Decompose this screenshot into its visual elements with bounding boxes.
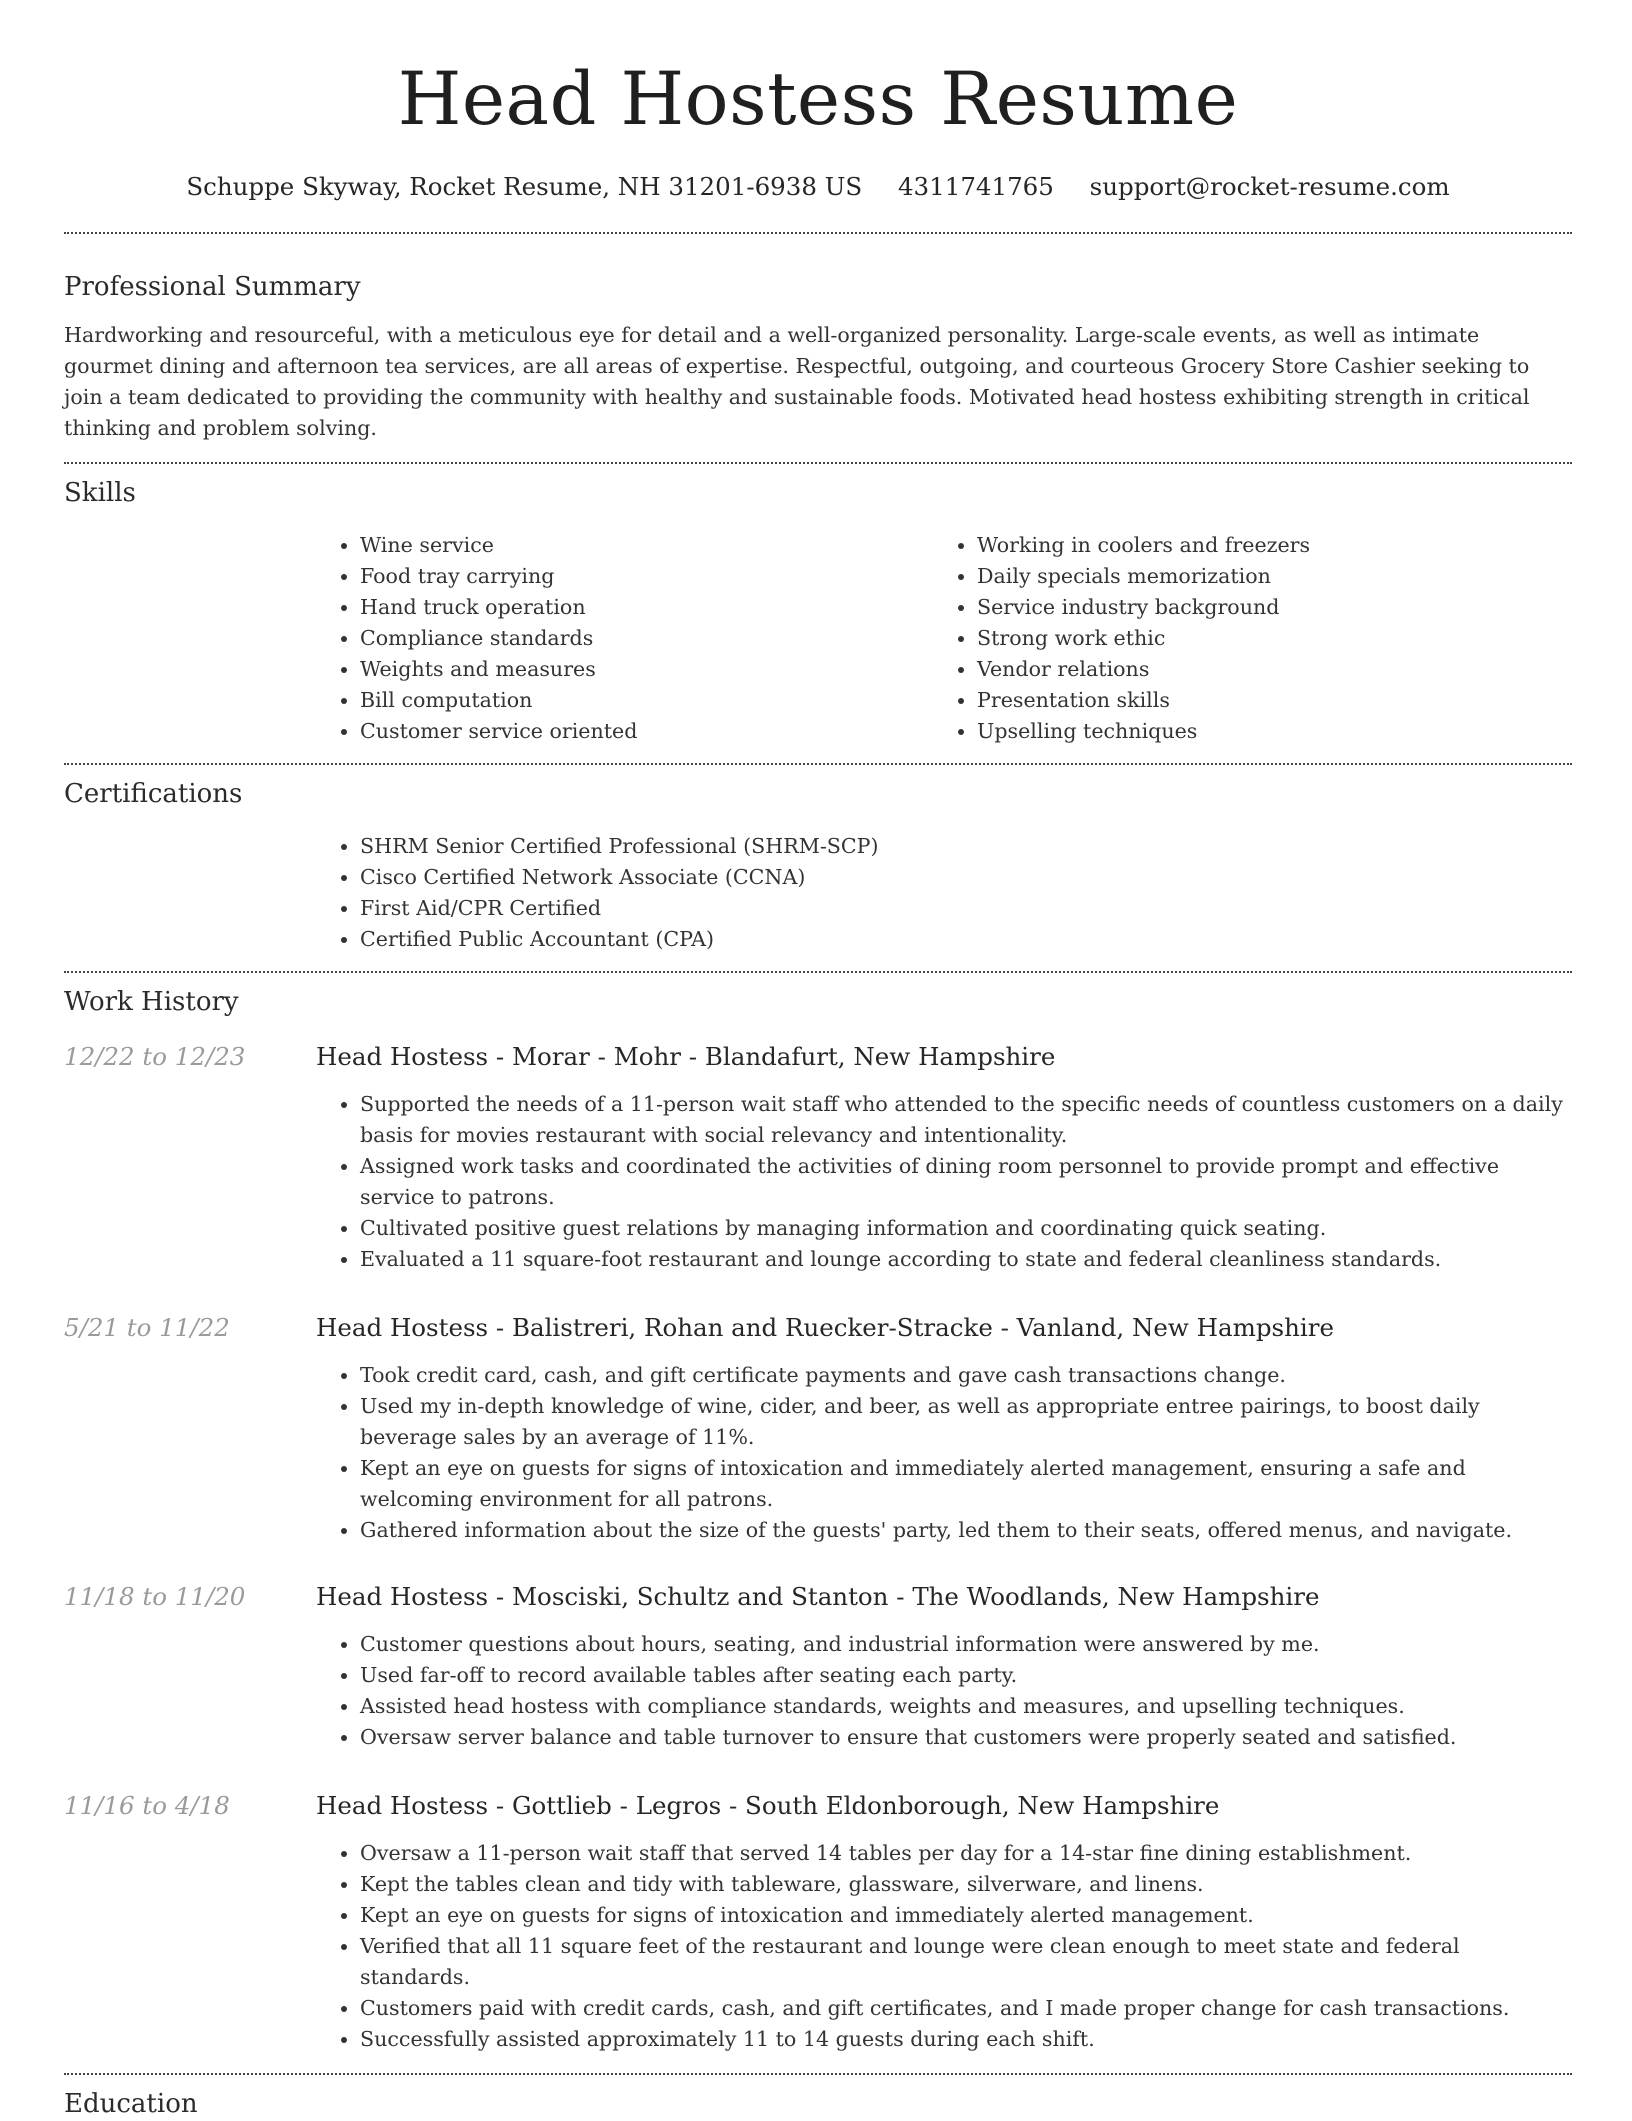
skill-item: • Working in coolers and freezers [977, 530, 1550, 561]
job-bullet: • Customers paid with credit cards, cash, and gift certificates, and I made proper change for cash transactions. [360, 1993, 1572, 2024]
job-bullets [316, 1089, 1572, 1275]
divider [64, 2073, 1572, 2075]
job-title: Head Hostess - Mosciski, Schultz and Stanton - The Woodlands, New Hampshire [316, 1582, 1320, 1611]
job-bullet: • Gathered information about the size of the guests' party, led them to their seats, offered menus, and navigate. [360, 1515, 1572, 1546]
certification-item: • Certified Public Accountant (CPA) [360, 924, 1572, 955]
job-header [64, 1310, 1572, 1350]
divider [64, 232, 1572, 234]
skills-section [64, 476, 1572, 747]
job-header [64, 1579, 1572, 1619]
job-bullet: • Assisted head hostess with compliance standards, weights and measures, and upselling techniques. [360, 1691, 1572, 1722]
job-title: Head Hostess - Morar - Mohr - Blandafurt, New Hampshire [316, 1042, 1056, 1071]
skill-item: • Hand truck operation [360, 592, 933, 623]
skills-list-left [316, 530, 933, 747]
divider [64, 971, 1572, 973]
certifications-section [64, 777, 1572, 955]
job-bullets [316, 1360, 1572, 1546]
certifications-heading: Certifications [64, 779, 243, 809]
work-history-section [64, 985, 1572, 2055]
contact-line [64, 169, 1572, 205]
job-bullet: • Assigned work tasks and coordinated the activities of dining room personnel to provide prompt and effective service to patrons. [360, 1151, 1572, 1213]
job-entry [64, 1310, 1572, 1546]
skill-item: • Wine service [360, 530, 933, 561]
job-bullet: • Kept the tables clean and tidy with tableware, glassware, silverware, and linens. [360, 1869, 1572, 1900]
job-bullets [316, 1629, 1572, 1753]
summary-section [64, 270, 1572, 444]
job-bullet: • Oversaw a 11-person wait staff that served 14 tables per day for a 14-star fine dining establishment. [360, 1838, 1572, 1869]
skill-item: • Compliance standards [360, 623, 933, 654]
job-title: Head Hostess - Balistreri, Rohan and Ruecker-Stracke - Vanland, New Hampshire [316, 1313, 1334, 1342]
resume-page [64, 0, 1572, 2121]
contact-phone: 4311741765 [897, 172, 1054, 201]
skill-item: • Bill computation [360, 685, 933, 716]
skills-heading: Skills [64, 478, 136, 508]
job-bullet: • Took credit card, cash, and gift certificate payments and gave cash transactions change. [360, 1360, 1572, 1391]
skill-item: • Food tray carrying [360, 561, 933, 592]
skill-item: • Weights and measures [360, 654, 933, 685]
job-bullet: • Kept an eye on guests for signs of intoxication and immediately alerted management. [360, 1900, 1572, 1931]
job-bullet: • Kept an eye on guests for signs of intoxication and immediately alerted management, ensuring a safe and welcoming environment for all patrons. [360, 1453, 1572, 1515]
skills-list-right [933, 530, 1550, 747]
skill-item: • Strong work ethic [977, 623, 1550, 654]
job-bullet: • Customer questions about hours, seating, and industrial information were answered by me. [360, 1629, 1572, 1660]
job-bullet: • Oversaw server balance and table turnover to ensure that customers were properly seated and satisfied. [360, 1722, 1572, 1753]
skill-item: • Daily specials memorization [977, 561, 1550, 592]
job-dates: 12/22 to 12/23 [64, 1042, 246, 1071]
skill-item: • Upselling techniques [977, 716, 1550, 747]
job-title: Head Hostess - Gottlieb - Legros - South Eldonborough, New Hampshire [316, 1791, 1220, 1820]
job-entry [64, 1039, 1572, 1275]
job-bullet: • Verified that all 11 square feet of the restaurant and lounge were clean enough to meet state and federal standards. [360, 1931, 1572, 1993]
contact-email: support@rocket-resume.com [1089, 172, 1450, 201]
job-bullet: • Supported the needs of a 11-person wait staff who attended to the specific needs of countless customers on a daily basis for movies restaurant with social relevancy and intentionality. [360, 1089, 1572, 1151]
education-section [64, 2087, 1572, 2121]
job-header [64, 1039, 1572, 1079]
job-bullets [316, 1838, 1572, 2055]
summary-heading: Professional Summary [64, 272, 361, 302]
job-bullet: • Used far-off to record available tables after seating each party. [360, 1660, 1572, 1691]
contact-address: Schuppe Skyway, Rocket Resume, NH 31201-6938 US [186, 172, 863, 201]
skills-columns [316, 530, 1572, 747]
job-bullet: • Successfully assisted approximately 11 to 14 guests during each shift. [360, 2024, 1572, 2055]
job-bullet: • Used my in-depth knowledge of wine, cider, and beer, as well as appropriate entree pairings, to boost daily beverage sales by an average of 11%. [360, 1391, 1572, 1453]
job-header [64, 1788, 1572, 1828]
job-dates: 5/21 to 11/22 [64, 1313, 230, 1342]
job-dates: 11/16 to 4/18 [64, 1791, 230, 1820]
divider [64, 763, 1572, 765]
certification-item: • First Aid/CPR Certified [360, 893, 1572, 924]
certifications-list [316, 831, 1572, 955]
job-dates: 11/18 to 11/20 [64, 1582, 246, 1611]
certification-item: • Cisco Certified Network Associate (CCNA) [360, 862, 1572, 893]
skill-item: • Service industry background [977, 592, 1550, 623]
job-entry [64, 1788, 1572, 2055]
education-heading: Education [64, 2089, 198, 2119]
divider [64, 462, 1572, 464]
job-bullet: • Cultivated positive guest relations by managing information and coordinating quick seating. [360, 1213, 1572, 1244]
work-history-heading: Work History [64, 987, 239, 1017]
job-bullet: • Evaluated a 11 square-foot restaurant and lounge according to state and federal cleanliness standards. [360, 1244, 1572, 1275]
skill-item: • Vendor relations [977, 654, 1550, 685]
skill-item: • Customer service oriented [360, 716, 933, 747]
resume-title: Head Hostess Resume [397, 57, 1239, 142]
job-entry [64, 1579, 1572, 1753]
certification-item: • SHRM Senior Certified Professional (SHRM-SCP) [360, 831, 1572, 862]
skill-item: • Presentation skills [977, 685, 1550, 716]
summary-text: Hardworking and resourceful, with a meticulous eye for detail and a well-organized personality. Large-scale events, as well as intimate gourmet dining and afternoon tea services, are all areas of expertise. Respectful, outgoing, and courteous Grocery Store Cashier seeking to join a team dedicated to providing the community with healthy and sustainable foods. Motivated head hostess exhibiting strength in critical thinking and problem solving. [64, 323, 1530, 440]
